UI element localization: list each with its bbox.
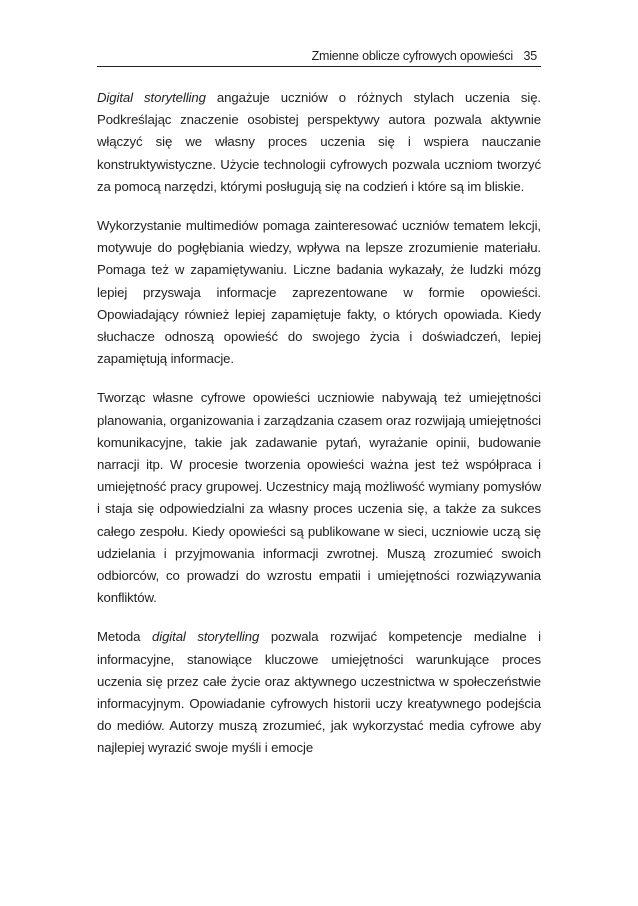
page-number: 35 <box>523 49 537 63</box>
paragraph-1 <box>97 87 541 198</box>
running-header <box>97 46 541 67</box>
term-digital-storytelling-2: digital storytelling <box>152 629 260 645</box>
paragraph-1-text: angażuje uczniów o różnych stylach uczenia się. Podkreślając znaczenie osobistej perspektywy autora pozwala aktywnie włączyć się we własny proces uczenia się i wspiera nauczanie konstruktywistyczne. Użycie technologii cyfrowych pozwala uczniom tworzyć za pomocą narzędzi, którymi posługują się na codzień i które są im bliskie. <box>97 90 541 194</box>
body-text <box>97 87 541 777</box>
term-digital-storytelling: Digital storytelling <box>97 90 206 105</box>
paragraph-4 <box>97 626 541 759</box>
paragraph-3: Tworząc własne cyfrowe opowieści uczniowie nabywają też umiejętności planowania, organizowania i zarządzania czasem oraz rozwijają umiejętności komunikacyjne, takie jak zadawanie pytań, wyrażanie opinii, budowanie narracji itp. W procesie tworzenia opowieści ważna jest też współpraca i umiejętność pracy grupowej. Uczestnicy mają możliwość wymiany pomysłów i staja się odpowiedzialni za własny proces uczenia się, a także za sukces całego zespołu. Kiedy opowieści są publikowane w sieci, uczniowie uczą się udzielania i przyjmowania informacji zwrotnej. Muszą zrozumieć swoich odbiorców, co prowadzi do wzrostu empatii i umiejętności rozwiązywania konfliktów. <box>97 390 541 606</box>
paragraph-4-lead: Metoda <box>97 629 152 645</box>
paragraph-2: Wykorzystanie multimediów pomaga zainteresować uczniów tematem lekcji, motywuje do pogłębiania wiedzy, wpływa na lepsze zrozumienie materiału. Pomaga też w zapamiętywaniu. Liczne badania wykazały, że ludzki mózg lepiej przyswaja informacje zaprezentowane w formie opowieści. Opowiadający również lepiej zapamiętuje fakty, o których opowiada. Kiedy słuchacze odnoszą opowieść do swojego życia i doświadczeń, lepiej zapamiętują informacje. <box>97 218 541 367</box>
chapter-title: Zmienne oblicze cyfrowych opowieści <box>311 49 513 63</box>
paragraph-4-text: pozwala rozwijać kompetencje medialne i informacyjne, stanowiące kluczowe umiejętności warunkujące proces uczenia się przez całe życie oraz aktywnego uczestnictwa w społeczeństwie informacyjnym. Opowiadanie cyfrowych historii uczy kreatywnego podejścia do mediów. Autorzy muszą zrozumieć, jak wykorzystać media cyfrowe aby najlepiej wyrazić swoje myśli i emocje <box>97 629 541 756</box>
